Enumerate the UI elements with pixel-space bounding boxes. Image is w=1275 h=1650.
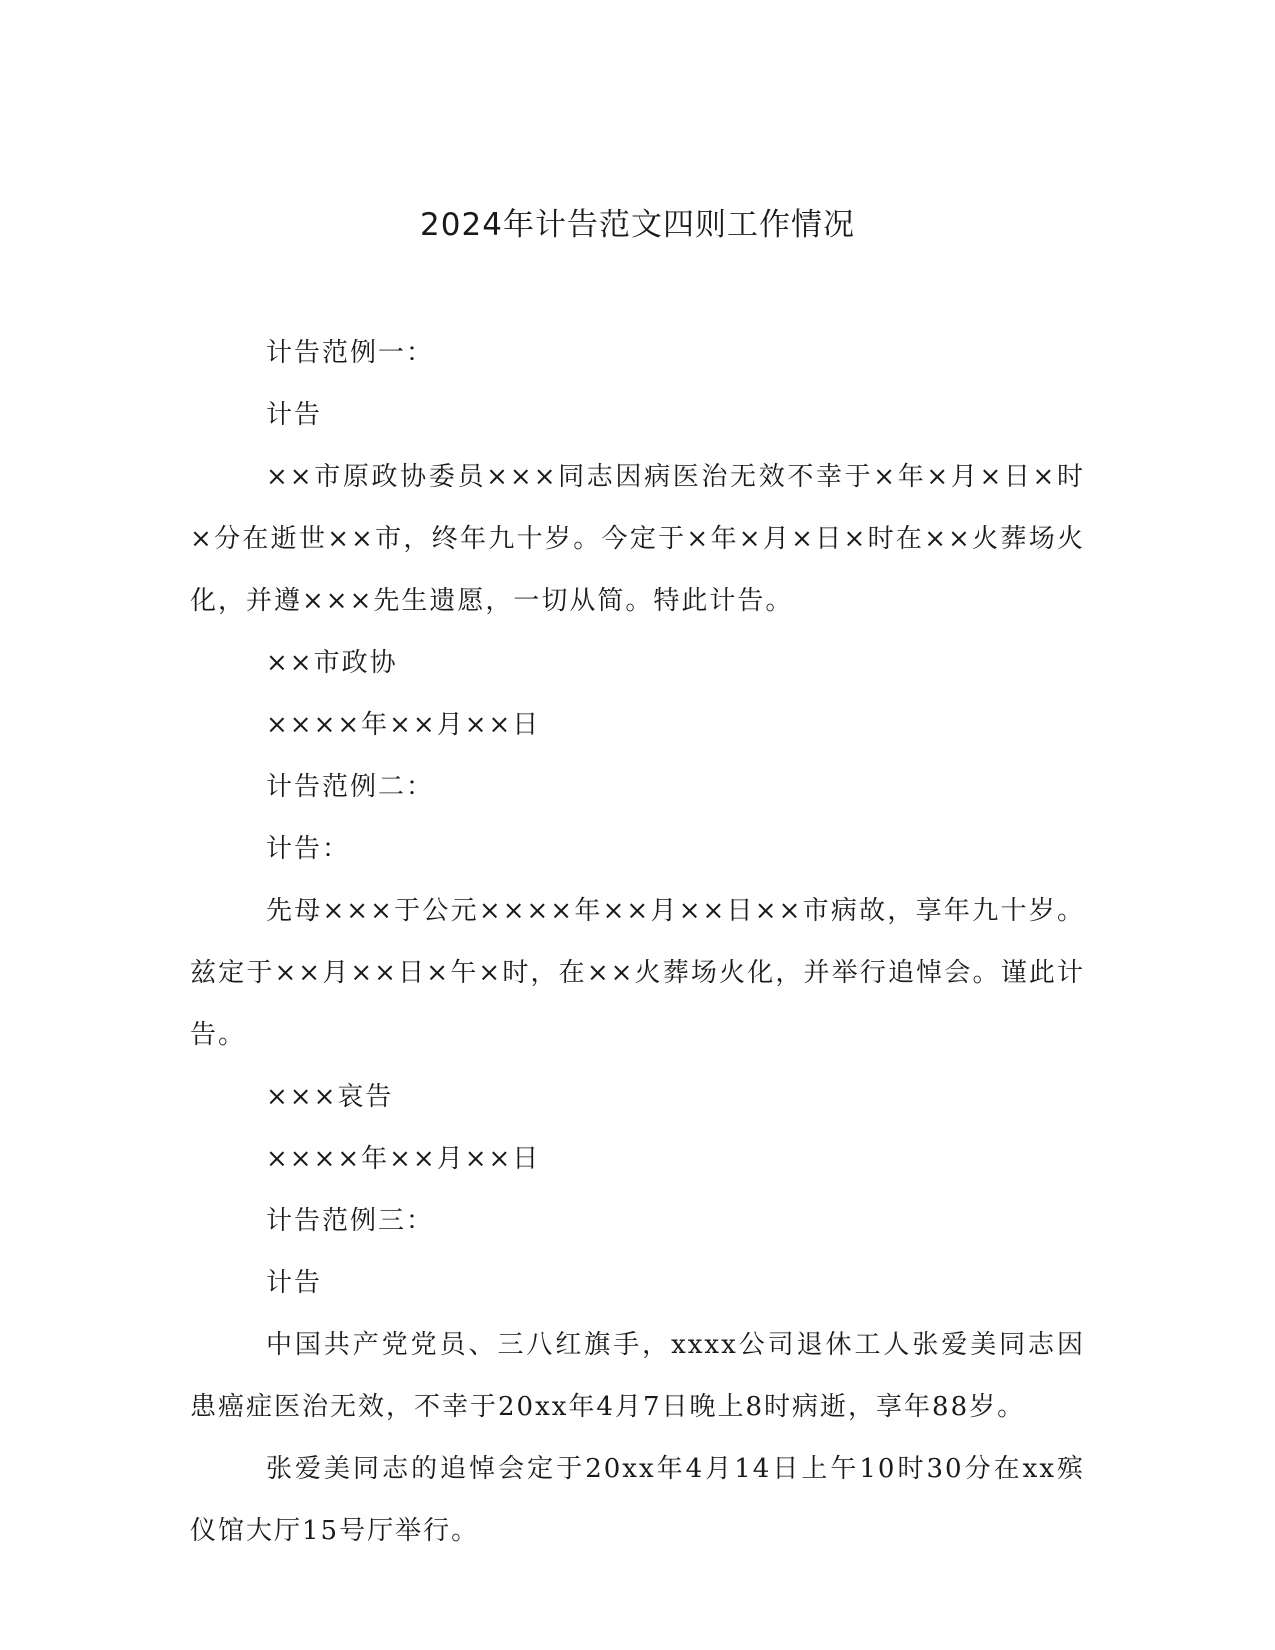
paragraph-notice-body: ××市原政协委员×××同志因病医治无效不幸于×年×月×日×时×分在逝世××市，终年九十岁。今定于×年×月×日×时在××火葬场火化，并遵×××先生遗愿，一切从简。特此计告。: [190, 462, 1085, 616]
paragraph-notice-body: 中国共产党党员、三八红旗手，xxxx公司退休工人张爱美同志因患癌症医治无效，不幸于20xx年4月7日晚上8时病逝，享年88岁。: [190, 1330, 1085, 1422]
paragraph-example-2-heading: 计告范例二：: [266, 772, 435, 802]
document-body: [190, 322, 1085, 1562]
paragraph-notice-heading: 计告: [266, 400, 323, 430]
paragraph-notice-heading: 计告：: [266, 834, 351, 864]
document-title: 2024年计告范文四则工作情况: [420, 207, 855, 243]
paragraph-date: ××××年××月××日: [266, 710, 541, 740]
paragraph-notice-heading: 计告: [266, 1268, 323, 1298]
paragraph-signature: ××市政协: [266, 648, 398, 678]
paragraph-date: ××××年××月××日: [266, 1144, 541, 1174]
paragraph-example-3-heading: 计告范例三：: [266, 1206, 435, 1236]
paragraph-notice-body: 先母×××于公元××××年××月××日××市病故，享年九十岁。兹定于××月××日×午×时，在××火葬场火化，并举行追悼会。谨此计告。: [190, 896, 1085, 1050]
paragraph-memorial-details: 张爱美同志的追悼会定于20xx年4月14日上午10时30分在xx殡仪馆大厅15号厅举行。: [190, 1454, 1085, 1546]
paragraph-signature: ×××哀告: [266, 1082, 394, 1112]
paragraph-example-1-heading: 计告范例一：: [266, 338, 435, 368]
